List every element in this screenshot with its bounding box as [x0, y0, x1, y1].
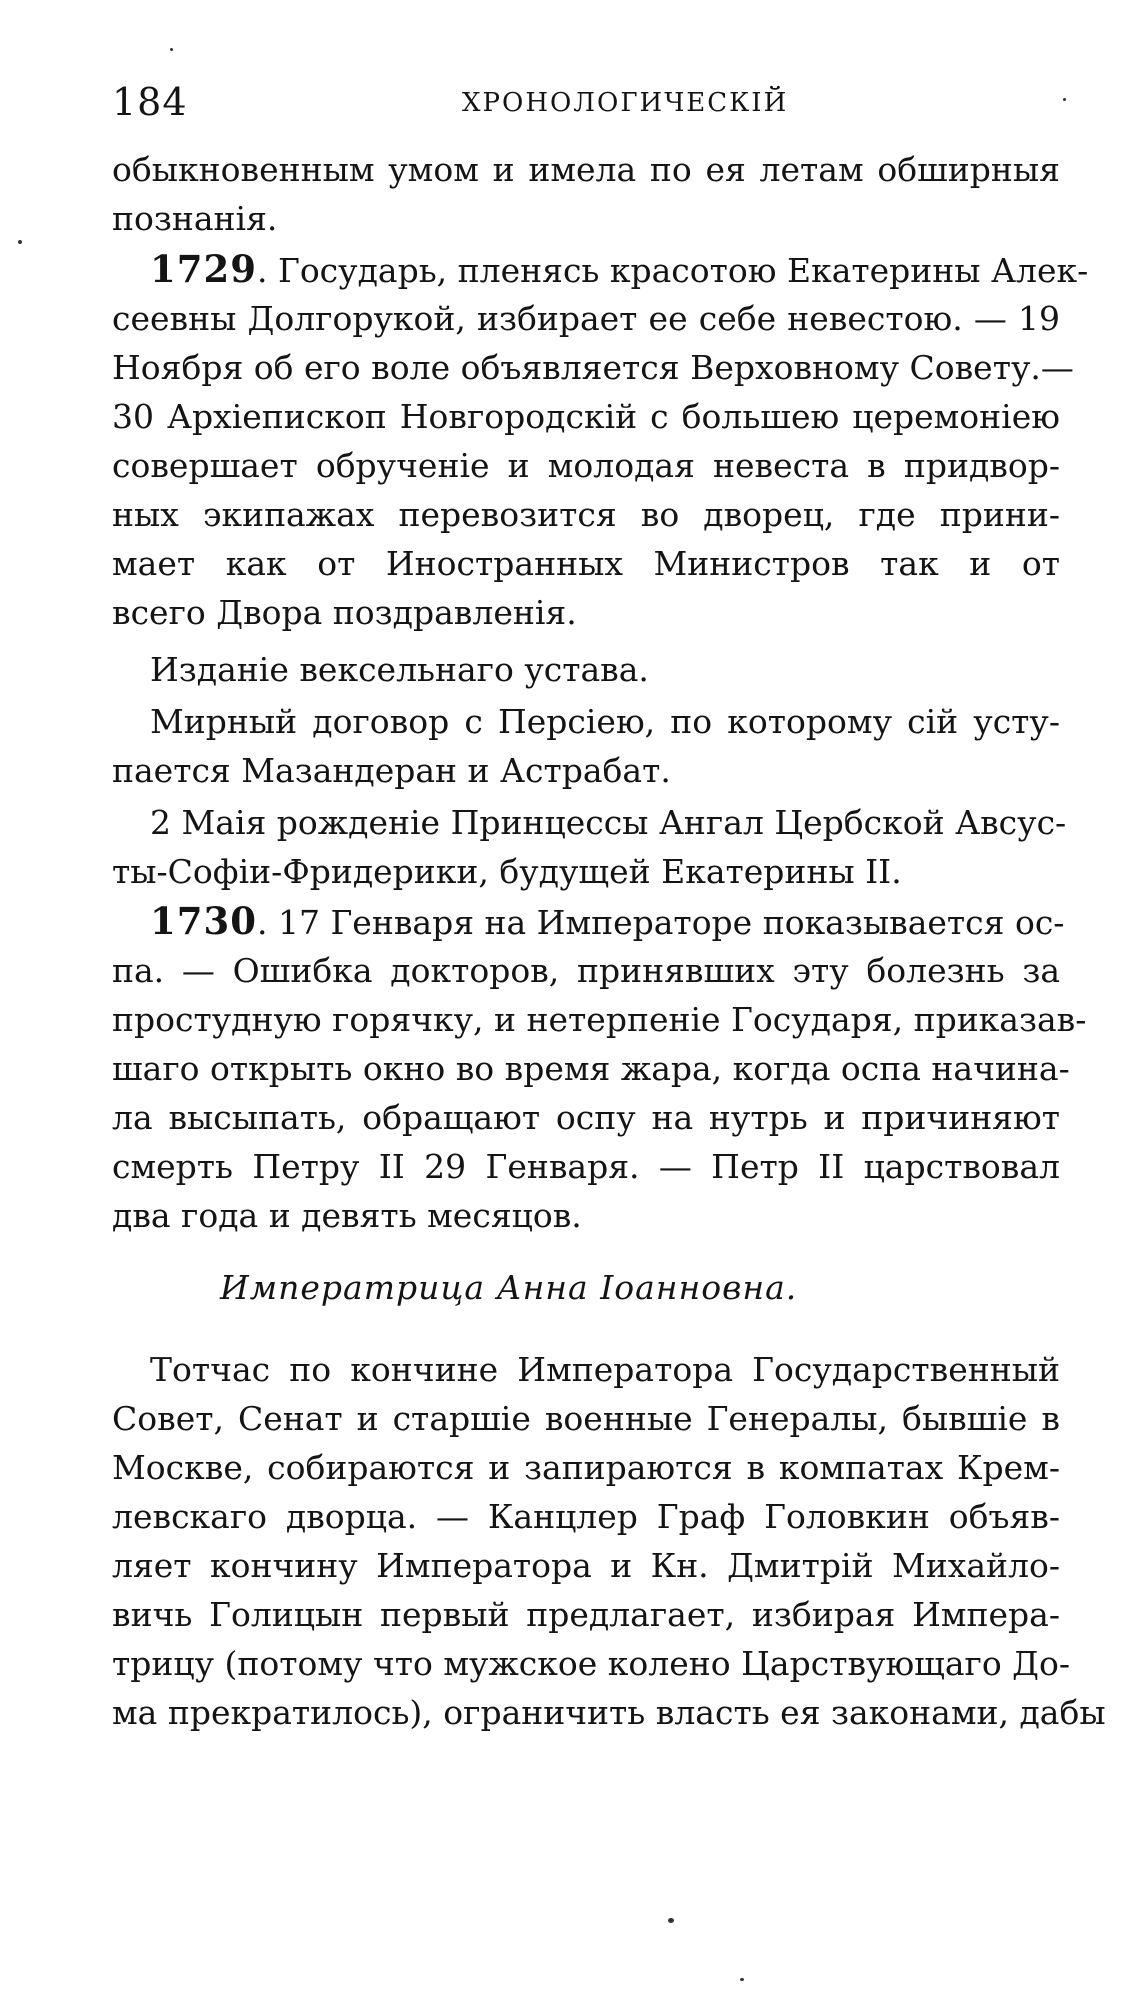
text-line: простудную горячку, и нетерпеніе Государя, приказав-	[112, 1000, 1087, 1039]
paragraph-1729	[112, 245, 1089, 637]
text-line: ма прекратилось), ограничить власть ея законами, дабы	[112, 1693, 1106, 1732]
text-line: обыкновенным умом и имела по ея летам обширныя	[112, 150, 1060, 189]
text-line: Мирный договор с Персіею, по которому сій усту-	[150, 702, 1060, 741]
text-line: шаго открыть окно во время жара, когда оспа начина-	[112, 1049, 1070, 1088]
text-line: всего Двора поздравленія.	[112, 593, 577, 632]
text-line: Москве, собираются и запираются в компатах Крем-	[112, 1448, 1060, 1487]
text-line: вичь Голицын первый предлагает, избирая Импера-	[112, 1595, 1060, 1634]
text-line: ты-Софіи-Фридерики, будущей Екатерины II.	[112, 852, 902, 891]
scan-speck	[668, 1918, 674, 1923]
text-line: совершает обрученіе и молодая невеста в придвор-	[112, 446, 1060, 485]
paragraph-maia	[112, 798, 1067, 896]
text-line: Тотчас по кончине Императора Государственный	[150, 1350, 1060, 1389]
scan-speck	[1063, 98, 1066, 101]
text-line: пается Мазандеран и Астрабат.	[112, 751, 671, 790]
paragraph-mir	[112, 697, 1060, 795]
year-1729: 1729	[150, 247, 257, 291]
text-line: мает как от Иностранных Министров так и от	[112, 544, 1060, 583]
text-line: 1729. Государь, пленясь красотою Екатерины Алек-	[150, 247, 1089, 291]
text-line: Ноября об его воле объявляется Верховному Совету.—	[112, 348, 1074, 387]
text-line: 2 Маія рожденіе Принцессы Ангал Цербской Авсус-	[150, 803, 1067, 842]
text-line: 1730. 17 Генваря на Императоре показывается ос-	[150, 899, 1065, 943]
paragraph-continuation	[112, 145, 1060, 243]
running-head: ХРОНОЛОГИЧЕСКІЙ	[462, 88, 789, 118]
section-subheading: Императрица Анна Іоанновна.	[220, 1268, 798, 1307]
text-line: два года и девять месяцов.	[112, 1196, 582, 1235]
text-line: Изданіе вексельнаго устава.	[150, 650, 649, 689]
page-header	[112, 80, 1060, 130]
text-line: па. — Ошибка докторов, принявших эту болезнь за	[112, 951, 1060, 990]
text-line: познанія.	[112, 199, 278, 238]
paragraph-anna	[112, 1345, 1106, 1737]
paragraph-izdanie	[112, 645, 1060, 694]
text-line: ляет кончину Императора и Кн. Дмитрій Михайло-	[112, 1546, 1060, 1585]
text-line: смерть Петру II 29 Генваря. — Петр II царствовал	[112, 1147, 1060, 1186]
text-line: левскаго дворца. — Канцлер Граф Головкин объяв-	[112, 1497, 1060, 1536]
page-number: 184	[112, 80, 188, 124]
text-line: ла высыпать, обращают оспу на нутрь и причиняют	[112, 1098, 1060, 1137]
text-line: трицу (потому что мужское колено Царствующаго До-	[112, 1644, 1071, 1683]
scan-speck	[170, 48, 173, 51]
text-line: ных экипажах перевозится во дворец, где прини-	[112, 495, 1060, 534]
year-1730: 1730	[150, 899, 257, 943]
text-line: Совет, Сенат и старшіе военные Генералы, бывшіе в	[112, 1399, 1060, 1438]
paragraph-1730	[112, 897, 1087, 1240]
scan-speck	[18, 240, 22, 244]
scan-speck	[740, 1978, 744, 1981]
text-line: 30 Архіепископ Новгородскій с большею церемоніею	[112, 397, 1060, 436]
text-line: сеевны Долгорукой, избирает ее себе невестою. — 19	[112, 299, 1060, 338]
